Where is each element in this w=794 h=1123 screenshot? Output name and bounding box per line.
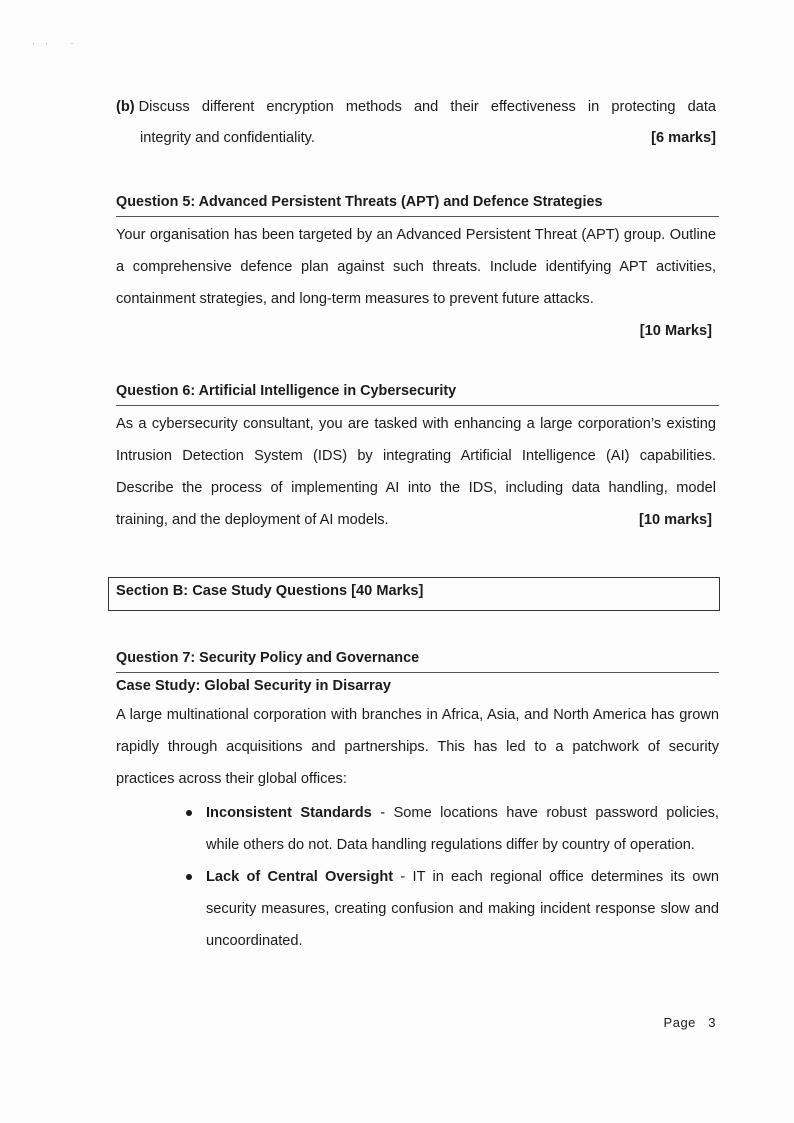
question6-body-wrap [116, 408, 716, 536]
case-study-title: Case Study: Global Security in Disarray [116, 678, 391, 694]
bullet-text: - IT in each regional office determines its own security measures, creating confusion and making incident response slow and uncoordinated. [206, 869, 719, 949]
question6-heading: Question 6: Artificial Intelligence in Cybersecurity [116, 381, 719, 406]
question5-heading: Question 5: Advanced Persistent Threats (APT) and Defence Strategies [116, 192, 719, 217]
question5-body: Your organisation has been targeted by an Advanced Persistent Threat (APT) group. Outline a comprehensive defence plan against such threats. Include identifying APT activities, containment strategies, and long-term measures to prevent future attacks. [116, 227, 716, 307]
page-label: Page [663, 1015, 696, 1030]
page-content [116, 92, 716, 536]
part-b-label: (b) [116, 99, 135, 115]
bullet-item [186, 797, 719, 861]
part-b-text-line1: Discuss different encryption methods and their effectiveness in protecting data [138, 99, 716, 115]
part-b-marks: [6 marks] [651, 130, 716, 146]
bullet-text: - Some locations have robust password policies, while others do not. Data handling regulations differ by country of operation. [206, 805, 719, 853]
bullet-dot-icon [186, 874, 192, 880]
section-b-title: Section B: Case Study Questions [40 Marks] [116, 583, 424, 599]
bullet-title: Lack of Central Oversight [206, 869, 394, 885]
question7-bullets [186, 797, 719, 957]
bullet-item [186, 861, 719, 957]
question7 [116, 648, 719, 957]
question6-body: As a cybersecurity consultant, you are tasked with enhancing a large corporation’s existing Intrusion Detection System (IDS) by integrating Artificial Intelligence (AI) capabilities. Describe the process of implementing AI into the IDS, including data handling, model training, and the deployment of AI models. [116, 416, 716, 528]
part-b-text-line2: integrity and confidentiality. [140, 130, 315, 146]
page-number-value: 3 [708, 1015, 716, 1030]
scan-specks: ·· · [32, 38, 84, 48]
question7-heading: Question 7: Security Policy and Governance [116, 648, 719, 673]
page-number [664, 1015, 716, 1030]
bullet-title: Inconsistent Standards [206, 805, 372, 821]
question7-body: A large multinational corporation with branches in Africa, Asia, and North America has grown rapidly through acquisitions and partnerships. This has led to a patchwork of security practices across their global offices: [116, 707, 719, 787]
bullet-dot-icon [186, 810, 192, 816]
question6-marks: [10 marks] [638, 512, 712, 528]
question5-marks: [10 Marks] [639, 323, 712, 339]
part-b [116, 92, 716, 123]
part-b-line2 [116, 123, 716, 154]
section-b-box [108, 577, 720, 611]
